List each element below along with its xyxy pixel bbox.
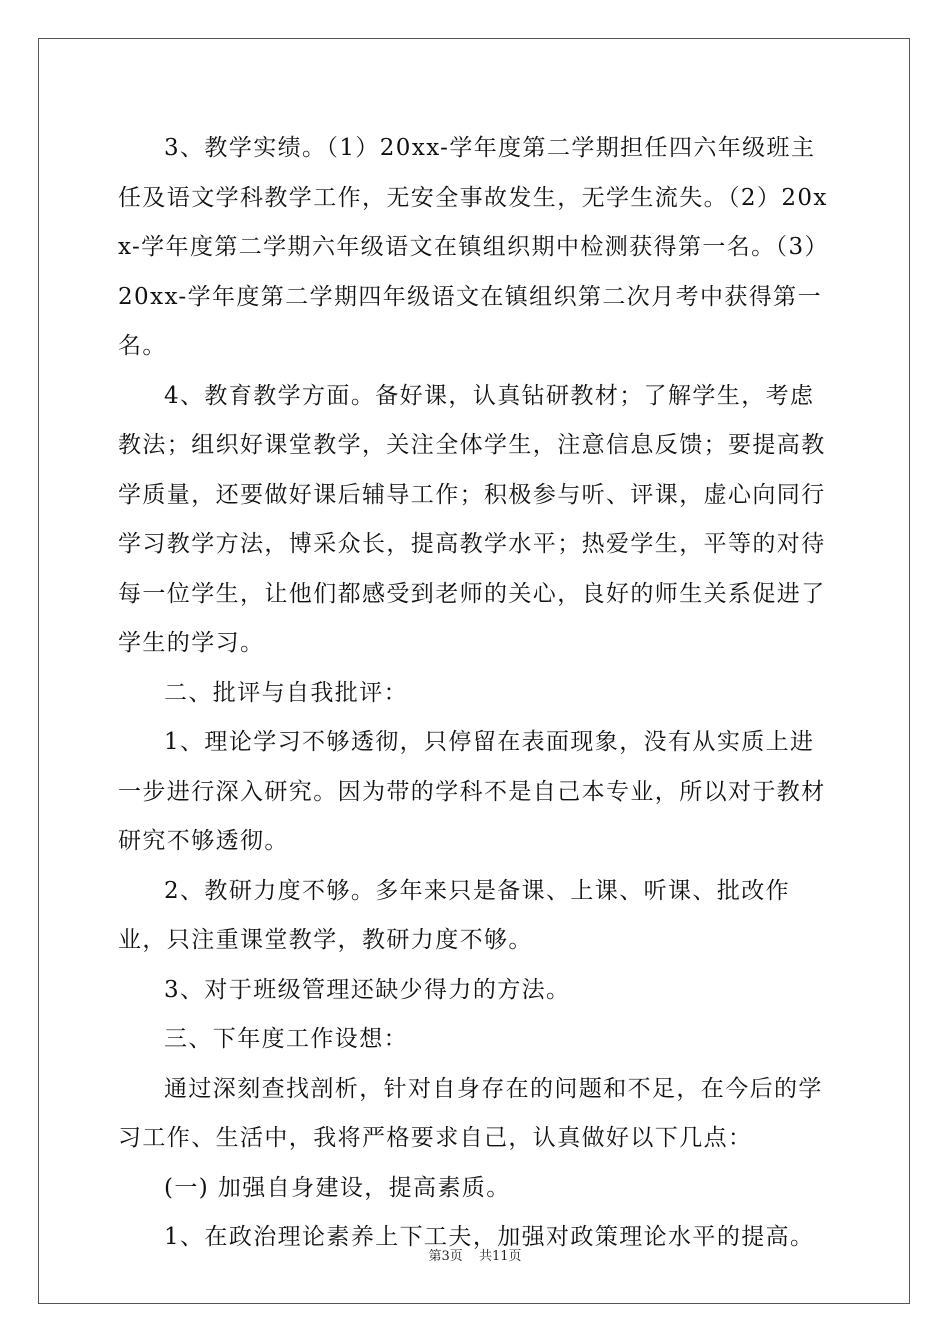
section-heading-criticism: 二、批评与自我批评： [164, 679, 408, 706]
paragraph-teaching-methods: 4、教育教学方面。备好课，认真钻研教材；了解学生，考虑教法；组织好课堂教学，关注全体学生，注意信息反馈；要提高教学质量，还要做好课后辅导工作；积极参与听、评课，虚心向同行学习教学方法，博采众长，提高教学水平；热爱学生，平等的对待每一位学生，让他们都感受到老师的关心，良好的师生关系促进了学生的学习。 [118, 382, 826, 656]
page-footer [0, 1245, 950, 1264]
paragraph-criticism-1: 1、理论学习不够透彻，只停留在表面现象，没有从实质上进一步进行深入研究。因为带的学科不是自己本专业，所以对于教材研究不够透彻。 [118, 729, 826, 854]
paragraph-criticism-3: 3、对于班级管理还缺少得力的方法。 [164, 976, 571, 1003]
paragraph-criticism-2: 2、教研力度不够。多年来只是备课、上课、听课、批改作业，只注重课堂教学，教研力度不够。 [118, 877, 791, 953]
section-heading-plans: 三、下年度工作设想： [164, 1026, 408, 1052]
paragraph-plans-intro: 通过深刻查找剖析，针对自身存在的问题和不足，在今后的学习工作、生活中，我将严格要求自己，认真做好以下几点： [118, 1075, 823, 1151]
paragraph-plans-1: 1、在政治理论素养上下工夫，加强对政策理论水平的提高。 [164, 1224, 815, 1250]
paragraph-teaching-results: 3、教学实绩。（1）20xx-学年度第二学期担任四六年级班主任及语文学科教学工作，无安全事故发生，无学生流失。（2）20xx-学年度第二学期六年级语文在镇组织期中检测获得第一名。（3）20xx-学年度第二学期四年级语文在镇组织第二次月考中获得第一名。 [118, 135, 829, 359]
page-number-current: 第3页 [428, 1249, 463, 1264]
subheading-self-improvement: (一) 加强自身建设，提高素质。 [164, 1174, 511, 1201]
page-number-total: 共11页 [478, 1249, 522, 1264]
document-body [118, 124, 838, 1263]
